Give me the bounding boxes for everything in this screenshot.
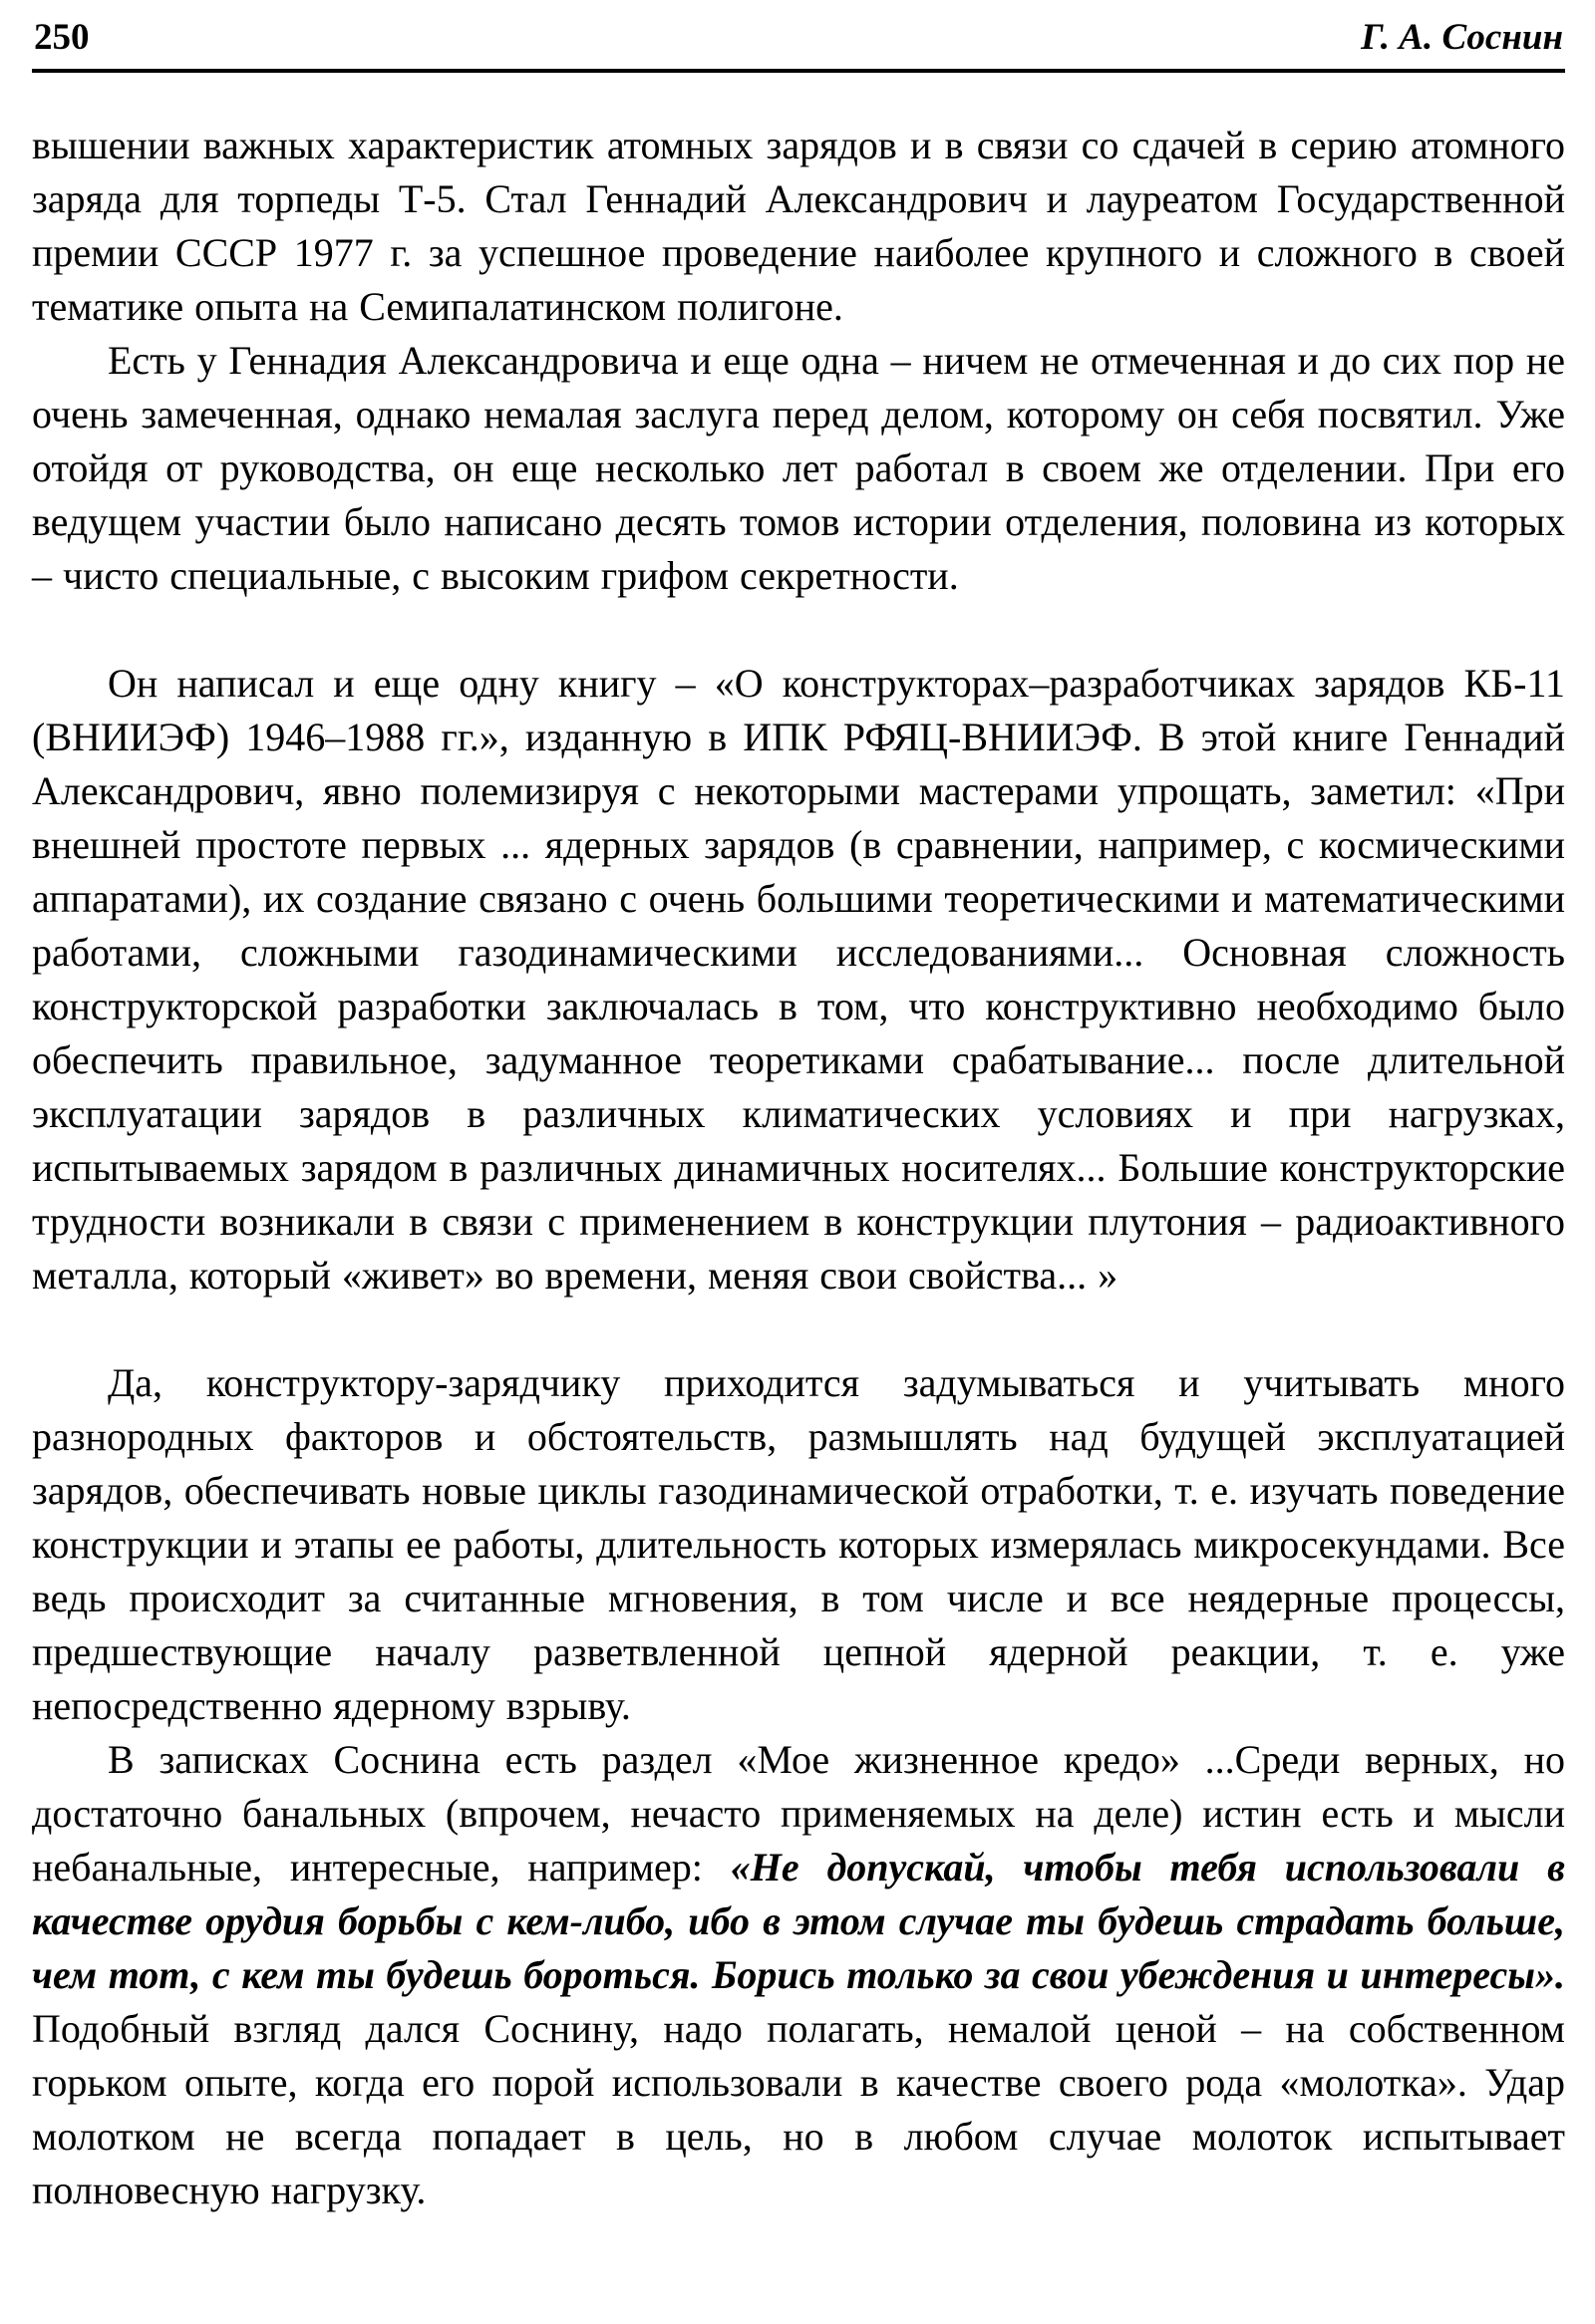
quote-emphasis-text: «Не допускай, чтобы тебя использовали в качестве орудия борьбы с кем-либо, ибо в этом случае ты будешь страдать больше, чем тот, с кем ты будешь бороться. Борись только за свои убеждения и интересы». <box>32 1845 1565 1997</box>
paragraph <box>32 1733 1565 2217</box>
header-rule <box>32 69 1565 73</box>
text-run: Он написал и еще одну книгу – «О конструкторах–разработчиках зарядов КБ-11 (ВНИИЭФ) 1946–1988 гг.», изданную в ИПК РФЯЦ-ВНИИЭФ. В этой книге Геннадий Александрович, явно полемизируя с некоторыми мастерами упрощать, заметил: «При внешней простоте первых ... ядерных зарядов (в сравнении, например, с космическими аппаратами), их создание связано с очень большими теоретическими и математическими работами, сложными газодинамическими исследованиями... Основная сложность конструкторской разработки заключалась в том, что конструктивно необходимо было обеспечить правильное, задуманное теоретиками срабатывание... после длительной эксплуатации зарядов в различных климатических условиях и при нагрузках, испытываемых зарядом в различных динамичных носителях... Большие конструкторские трудности возникали в связи с применением в конструкции плутония – радиоактивного металла, который «живет» во времени, меняя свои свойства... » <box>32 661 1565 1298</box>
running-head-author: Г. А. Соснин <box>1361 17 1563 58</box>
paragraph <box>32 119 1565 334</box>
paragraph <box>32 1356 1565 1733</box>
text-run: В записках Соснина есть раздел «Мое жизненное кредо» ...Среди верных, но достаточно банальных (впрочем, нечасто применяемых на деле) истин есть и мысли небанальные, интересные, например: <box>32 1737 1565 1889</box>
paragraph <box>32 657 1565 1303</box>
page-header <box>32 16 1565 59</box>
paragraph <box>32 334 1565 603</box>
page-body <box>32 119 1565 2217</box>
text-run: Есть у Геннадия Александровича и еще одна – ничем не отмеченная и до сих пор не очень замеченная, однако немалая заслуга перед делом, которому он себя посвятил. Уже отойдя от руководства, он еще несколько лет работал в своем же отделении. При его ведущем участии было написано десять томов истории отделения, половина из которых – чисто специальные, с высоким грифом секретности. <box>32 338 1565 598</box>
text-run: Да, конструктору-зарядчику приходится задумываться и учитывать много разнородных факторов и обстоятельств, размышлять над будущей эксплуатацией зарядов, обеспечивать новые циклы газодинамической отработки, т. е. изучать поведение конструкции и этапы ее работы, длительность которых измерялась микросекундами. Все ведь происходит за считанные мгновения, в том числе и все неядерные процессы, предшествующие началу разветвленной цепной ядерной реакции, т. е. уже непосредственно ядерному взрыву. <box>32 1360 1565 1728</box>
page-number: 250 <box>34 17 90 58</box>
text-run: Подобный взгляд дался Соснину, надо полагать, немалой ценой – на собственном горьком опыте, когда его порой использовали в качестве своего рода «молотка». Удар молотком не всегда попадает в цель, но в любом случае молоток испытывает полновесную нагрузку. <box>32 2006 1565 2212</box>
text-run: вышении важных характеристик атомных зарядов и в связи со сдачей в серию атомного заряда для торпеды Т-5. Стал Геннадий Александрович и лауреатом Государственной премии СССР 1977 г. за успешное проведение наиболее крупного и сложного в своей тематике опыта на Семипалатинском полигоне. <box>32 123 1565 329</box>
